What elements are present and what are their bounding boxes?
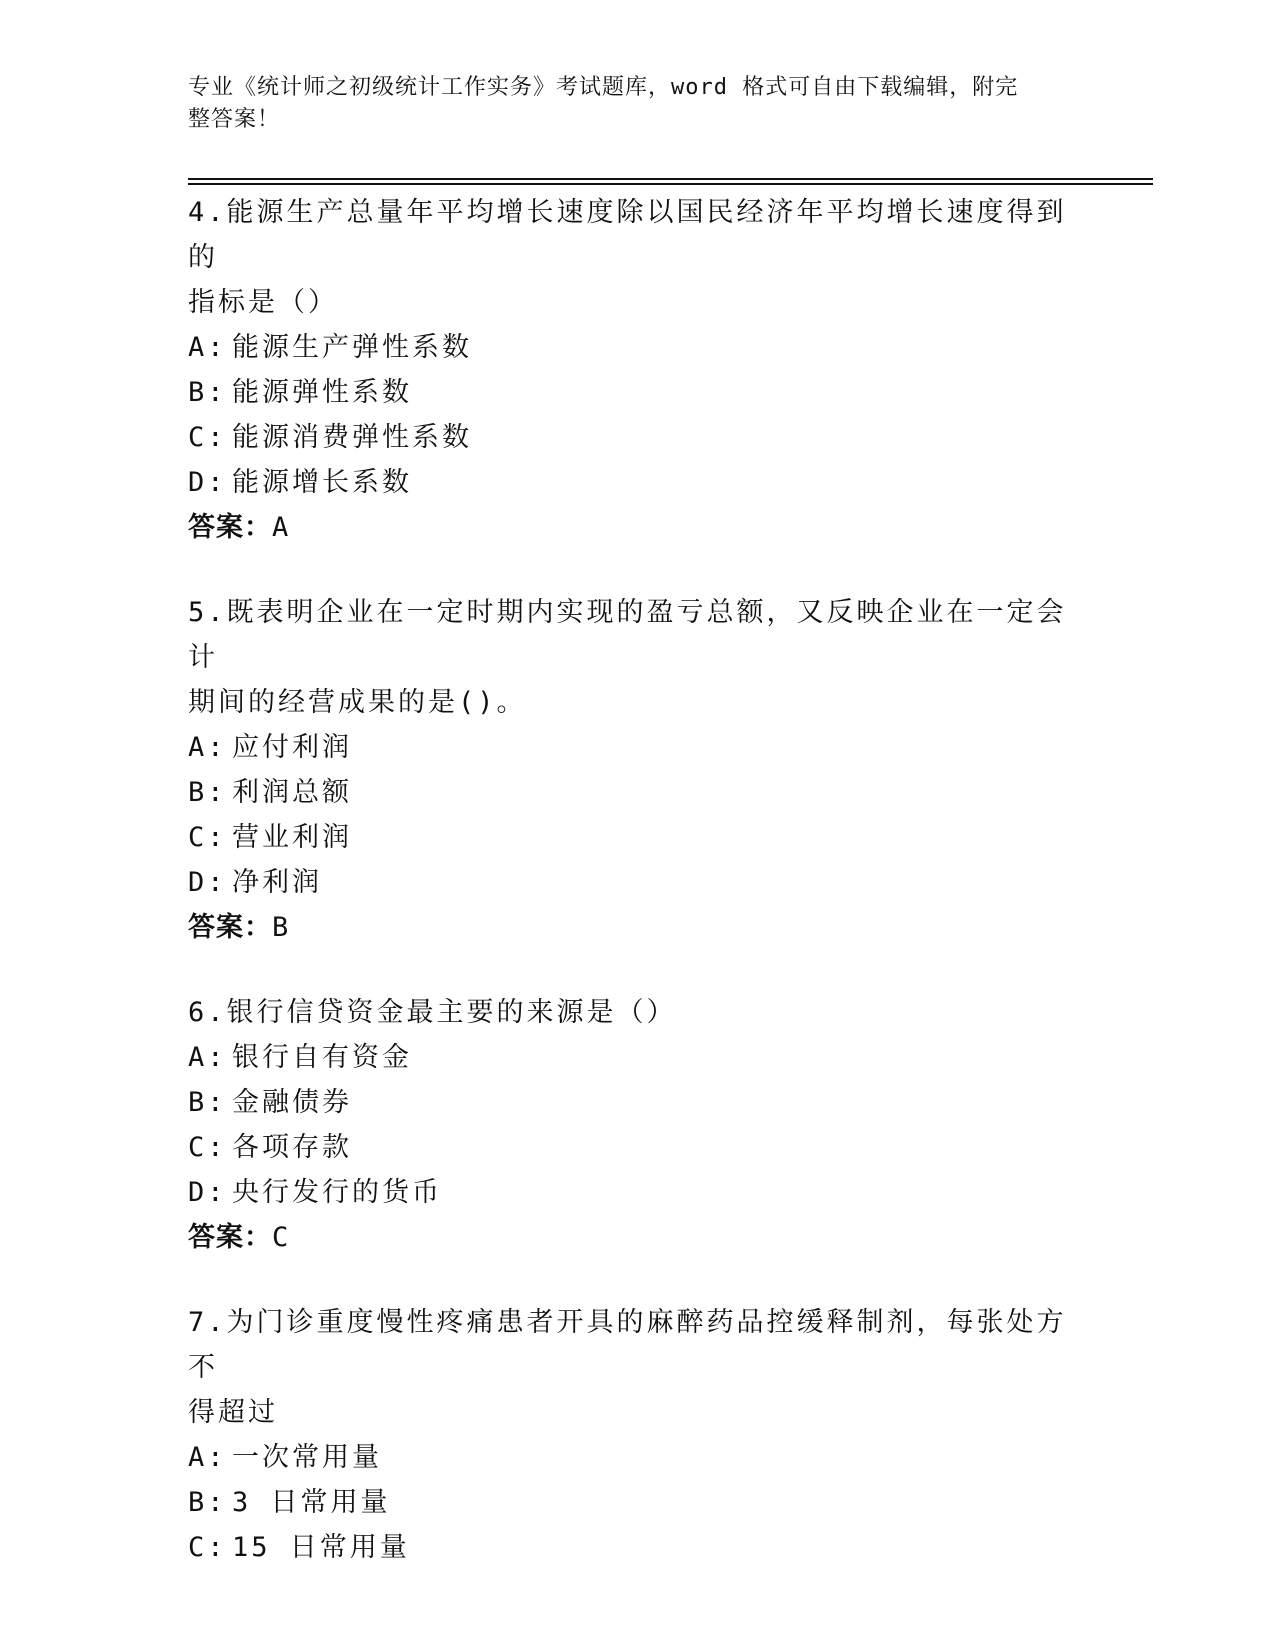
option-text: 应付利润 (232, 732, 352, 763)
option-text: 一次常用量 (232, 1442, 382, 1473)
header-divider-bottom (188, 183, 1153, 185)
option-text: 能源增长系数 (232, 467, 412, 498)
question-list (188, 190, 1068, 1610)
option-letter: A: (188, 332, 227, 363)
option-letter: C: (188, 1132, 227, 1163)
answer-line (188, 905, 1068, 950)
answer-label: 答案： (188, 1222, 272, 1253)
question-4 (188, 190, 1068, 550)
option-text: 净利润 (232, 867, 322, 898)
option-b (188, 1080, 1068, 1125)
option-c (188, 1525, 1068, 1570)
question-stem-line-1: 4.能源生产总量年平均增长速度除以国民经济年平均增长速度得到的 (188, 197, 1067, 273)
option-text: 能源生产弹性系数 (232, 332, 472, 363)
option-text: 营业利润 (232, 822, 352, 853)
option-a (188, 325, 1068, 370)
option-letter: B: (188, 1087, 227, 1118)
option-text: 能源弹性系数 (232, 377, 412, 408)
option-b (188, 370, 1068, 415)
answer-value: A (272, 512, 290, 543)
option-text: 金融债券 (232, 1087, 352, 1118)
question-6 (188, 990, 1068, 1260)
answer-value: C (272, 1222, 290, 1253)
option-letter: C: (188, 1532, 227, 1563)
option-letter: B: (188, 1487, 227, 1518)
option-letter: D: (188, 1177, 227, 1208)
answer-line (188, 1215, 1068, 1260)
option-d (188, 1170, 1068, 1215)
option-text: 利润总额 (232, 777, 352, 808)
option-text: 3 日常用量 (232, 1487, 391, 1518)
option-d (188, 460, 1068, 505)
option-text: 央行发行的货币 (232, 1177, 442, 1208)
option-letter: A: (188, 1042, 227, 1073)
option-b (188, 770, 1068, 815)
option-a (188, 1035, 1068, 1080)
question-7 (188, 1300, 1068, 1570)
answer-line (188, 505, 1068, 550)
option-b (188, 1480, 1068, 1525)
option-c (188, 415, 1068, 460)
question-stem-line-1: 6.银行信贷资金最主要的来源是（） (188, 997, 677, 1028)
question-stem-line-2: 期间的经营成果的是()。 (188, 687, 527, 718)
option-a (188, 1435, 1068, 1480)
option-letter: D: (188, 467, 227, 498)
document-header (188, 72, 1068, 136)
option-letter: B: (188, 377, 227, 408)
question-5 (188, 590, 1068, 950)
option-text: 15 日常用量 (232, 1532, 410, 1563)
option-letter: B: (188, 777, 227, 808)
option-letter: C: (188, 822, 227, 853)
option-letter: D: (188, 867, 227, 898)
header-line-1: 专业《统计师之初级统计工作实务》考试题库，word 格式可自由下载编辑，附完 (188, 75, 1019, 100)
answer-label: 答案： (188, 512, 272, 543)
option-text: 各项存款 (232, 1132, 352, 1163)
option-c (188, 1125, 1068, 1170)
header-line-2: 整答案！ (188, 107, 281, 132)
option-text: 银行自有资金 (232, 1042, 412, 1073)
option-letter: A: (188, 1442, 227, 1473)
option-c (188, 815, 1068, 860)
option-text: 能源消费弹性系数 (232, 422, 472, 453)
option-letter: A: (188, 732, 227, 763)
option-letter: C: (188, 422, 227, 453)
question-stem-line-2: 得超过 (188, 1397, 278, 1428)
answer-label: 答案： (188, 912, 272, 943)
header-divider-top (188, 178, 1153, 180)
option-a (188, 725, 1068, 770)
question-stem-line-1: 5.既表明企业在一定时期内实现的盈亏总额，又反映企业在一定会计 (188, 597, 1067, 673)
answer-value: B (272, 912, 290, 943)
question-stem-line-1: 7.为门诊重度慢性疼痛患者开具的麻醉药品控缓释制剂，每张处方不 (188, 1307, 1067, 1383)
option-d (188, 860, 1068, 905)
question-stem-line-2: 指标是（） (188, 287, 338, 318)
